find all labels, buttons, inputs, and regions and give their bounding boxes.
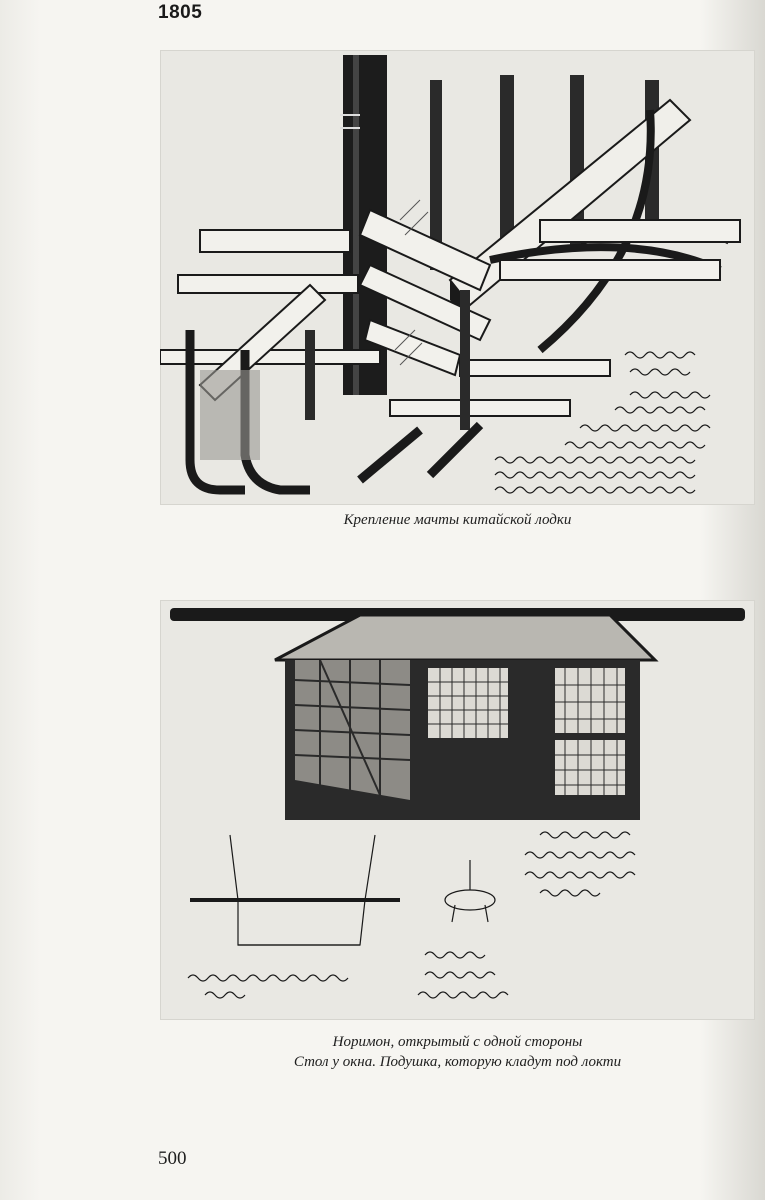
mast-fastening-sketch — [160, 50, 755, 505]
running-head-year: 1805 — [158, 2, 203, 23]
figure-caption-mast: Крепление мачты китайской лодки — [343, 512, 572, 528]
mast-fastening-illustration — [160, 50, 755, 505]
caption-line-2: Стол у окна. Подушка, которую кладут под локти — [293, 1054, 622, 1070]
handwritten-notes-fig2 — [188, 832, 635, 998]
norimon-sketch — [160, 600, 755, 1020]
norimon-illustration — [160, 600, 755, 1020]
page-number: 500 — [158, 1148, 187, 1169]
figure-caption-norimon — [160, 1032, 755, 1072]
cushion-sketch — [445, 860, 495, 922]
table-sketch — [190, 835, 400, 945]
caption-line-1: Норимон, открытый с одной стороны — [332, 1034, 583, 1050]
